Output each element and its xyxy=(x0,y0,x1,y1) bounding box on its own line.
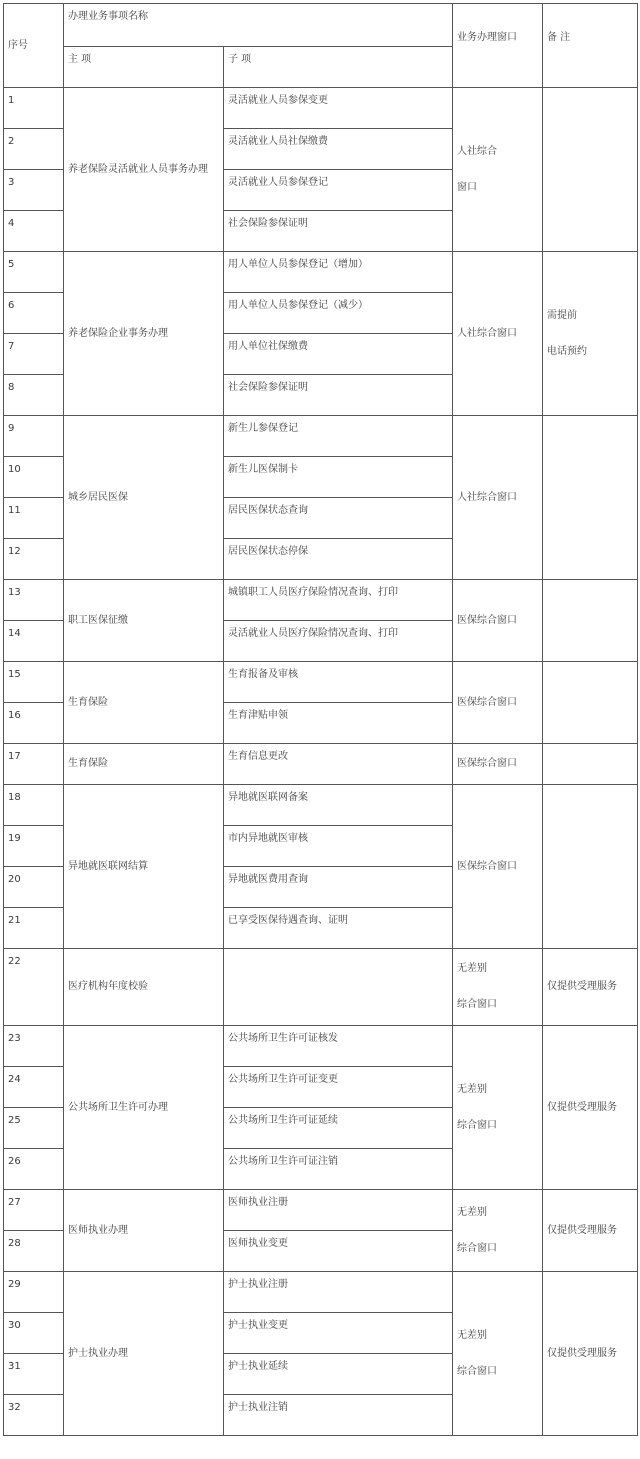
row-number: 7 xyxy=(4,334,64,375)
row-number: 6 xyxy=(4,293,64,334)
table-row xyxy=(4,416,638,457)
service-window xyxy=(453,785,543,949)
header-seq: 序号 xyxy=(4,4,64,88)
row-number: 17 xyxy=(4,744,64,785)
main-item: 生育保险 xyxy=(64,662,224,744)
table-row xyxy=(4,1272,638,1313)
sub-item: 灵活就业人员参保变更 xyxy=(224,88,453,129)
sub-item: 居民医保状态停保 xyxy=(224,539,453,580)
sub-item: 公共场所卫生许可证延续 xyxy=(224,1108,453,1149)
service-window xyxy=(453,1026,543,1190)
main-item: 养老保险企业事务办理 xyxy=(64,252,224,416)
row-number: 16 xyxy=(4,703,64,744)
row-number: 19 xyxy=(4,826,64,867)
row-number: 30 xyxy=(4,1313,64,1354)
main-item: 养老保险灵活就业人员事务办理 xyxy=(64,88,224,252)
table-row xyxy=(4,1190,638,1231)
sub-item: 护士执业注销 xyxy=(224,1395,453,1436)
sub-item: 生育信息更改 xyxy=(224,744,453,785)
service-window-line-2: 窗口 xyxy=(457,181,477,193)
sub-item: 新生儿参保登记 xyxy=(224,416,453,457)
row-number: 22 xyxy=(4,949,64,1026)
main-item: 医师执业办理 xyxy=(64,1190,224,1272)
table-row xyxy=(4,252,638,293)
service-window xyxy=(453,744,543,785)
remark-line-1: 仅提供受理服务 xyxy=(547,1224,617,1236)
row-number: 26 xyxy=(4,1149,64,1190)
sub-item: 社会保险参保证明 xyxy=(224,211,453,252)
sub-item xyxy=(224,949,453,1026)
row-number: 18 xyxy=(4,785,64,826)
row-number: 11 xyxy=(4,498,64,539)
row-number: 27 xyxy=(4,1190,64,1231)
remark-line-1: 需提前 xyxy=(547,309,577,321)
header-row-1 xyxy=(4,4,638,47)
sub-item: 用人单位人员参保登记（减少） xyxy=(224,293,453,334)
row-number: 31 xyxy=(4,1354,64,1395)
service-window xyxy=(453,416,543,580)
sub-item: 异地就医联网备案 xyxy=(224,785,453,826)
sub-item: 护士执业延续 xyxy=(224,1354,453,1395)
row-number: 9 xyxy=(4,416,64,457)
service-window-line-1: 人社综合窗口 xyxy=(457,327,517,339)
table-row xyxy=(4,88,638,129)
service-window xyxy=(453,949,543,1026)
remark xyxy=(543,252,638,416)
service-window xyxy=(453,580,543,662)
service-window-line-1: 医保综合窗口 xyxy=(457,696,517,708)
sub-item: 已享受医保待遇查询、证明 xyxy=(224,908,453,949)
header-sub: 子 项 xyxy=(224,47,453,88)
service-window xyxy=(453,1272,543,1436)
main-item: 职工医保征缴 xyxy=(64,580,224,662)
header-note: 备 注 xyxy=(543,4,638,88)
remark-line-1: 仅提供受理服务 xyxy=(547,981,617,992)
service-window-line-1: 人社综合窗口 xyxy=(457,491,517,503)
sub-item: 用人单位社保缴费 xyxy=(224,334,453,375)
sub-item: 市内异地就医审核 xyxy=(224,826,453,867)
row-number: 5 xyxy=(4,252,64,293)
service-window xyxy=(453,1190,543,1272)
remark-line-1: 仅提供受理服务 xyxy=(547,1347,617,1359)
service-window-line-2: 综合窗口 xyxy=(457,999,497,1010)
service-window xyxy=(453,252,543,416)
row-number: 1 xyxy=(4,88,64,129)
main-item: 护士执业办理 xyxy=(64,1272,224,1436)
main-item: 公共场所卫生许可办理 xyxy=(64,1026,224,1190)
service-items-table xyxy=(3,3,638,1436)
remark xyxy=(543,1026,638,1190)
row-number: 29 xyxy=(4,1272,64,1313)
service-window-line-2: 综合窗口 xyxy=(457,1242,497,1254)
service-window-line-1: 医保综合窗口 xyxy=(457,614,517,626)
row-number: 21 xyxy=(4,908,64,949)
sub-item: 护士执业注册 xyxy=(224,1272,453,1313)
main-item: 异地就医联网结算 xyxy=(64,785,224,949)
service-window-line-1: 医保综合窗口 xyxy=(457,758,517,769)
row-number: 3 xyxy=(4,170,64,211)
row-number: 14 xyxy=(4,621,64,662)
row-number: 15 xyxy=(4,662,64,703)
row-number: 23 xyxy=(4,1026,64,1067)
row-number: 24 xyxy=(4,1067,64,1108)
sub-item: 异地就医费用查询 xyxy=(224,867,453,908)
service-window-line-1: 无差别 xyxy=(457,1083,487,1095)
remark xyxy=(543,949,638,1026)
sub-item: 公共场所卫生许可证核发 xyxy=(224,1026,453,1067)
row-number: 13 xyxy=(4,580,64,621)
row-number: 25 xyxy=(4,1108,64,1149)
row-number: 4 xyxy=(4,211,64,252)
remark xyxy=(543,1272,638,1436)
remark xyxy=(543,662,638,744)
service-window-line-2: 综合窗口 xyxy=(457,1119,497,1131)
row-number: 20 xyxy=(4,867,64,908)
service-window-line-1: 人社综合 xyxy=(457,145,497,157)
remark-line-2: 电话预约 xyxy=(547,345,587,357)
header-window: 业务办理窗口 xyxy=(453,4,543,88)
table-row xyxy=(4,744,638,785)
sub-item: 生育报备及审核 xyxy=(224,662,453,703)
main-item: 城乡居民医保 xyxy=(64,416,224,580)
remark xyxy=(543,88,638,252)
sub-item: 公共场所卫生许可证注销 xyxy=(224,1149,453,1190)
row-number: 32 xyxy=(4,1395,64,1436)
main-item: 医疗机构年度校验 xyxy=(64,949,224,1026)
row-number: 28 xyxy=(4,1231,64,1272)
table-row xyxy=(4,949,638,1026)
table-row xyxy=(4,662,638,703)
remark xyxy=(543,1190,638,1272)
header-name-group: 办理业务事项名称 xyxy=(64,4,453,47)
service-window-line-1: 医保综合窗口 xyxy=(457,860,517,872)
service-window-line-1: 无差别 xyxy=(457,963,487,974)
header-main: 主 项 xyxy=(64,47,224,88)
remark xyxy=(543,580,638,662)
table-row xyxy=(4,1026,638,1067)
sub-item: 医师执业注册 xyxy=(224,1190,453,1231)
sub-item: 公共场所卫生许可证变更 xyxy=(224,1067,453,1108)
row-number: 10 xyxy=(4,457,64,498)
row-number: 2 xyxy=(4,129,64,170)
row-number: 8 xyxy=(4,375,64,416)
row-number: 12 xyxy=(4,539,64,580)
sub-item: 居民医保状态查询 xyxy=(224,498,453,539)
remark-line-1: 仅提供受理服务 xyxy=(547,1101,617,1113)
service-window-line-1: 无差别 xyxy=(457,1329,487,1341)
sub-item: 生育津贴申领 xyxy=(224,703,453,744)
table-row xyxy=(4,580,638,621)
remark xyxy=(543,744,638,785)
service-window-line-1: 无差别 xyxy=(457,1206,487,1218)
sub-item: 护士执业变更 xyxy=(224,1313,453,1354)
sub-item: 灵活就业人员参保登记 xyxy=(224,170,453,211)
sub-item: 医师执业变更 xyxy=(224,1231,453,1272)
sub-item: 灵活就业人员社保缴费 xyxy=(224,129,453,170)
sub-item: 新生儿医保制卡 xyxy=(224,457,453,498)
table-row xyxy=(4,785,638,826)
sub-item: 社会保险参保证明 xyxy=(224,375,453,416)
service-window xyxy=(453,88,543,252)
remark xyxy=(543,785,638,949)
service-window-line-2: 综合窗口 xyxy=(457,1365,497,1377)
remark xyxy=(543,416,638,580)
sub-item: 用人单位人员参保登记（增加） xyxy=(224,252,453,293)
main-item: 生育保险 xyxy=(64,744,224,785)
sub-item: 城镇职工人员医疗保险情况查询、打印 xyxy=(224,580,453,621)
service-window xyxy=(453,662,543,744)
sub-item: 灵活就业人员医疗保险情况查询、打印 xyxy=(224,621,453,662)
